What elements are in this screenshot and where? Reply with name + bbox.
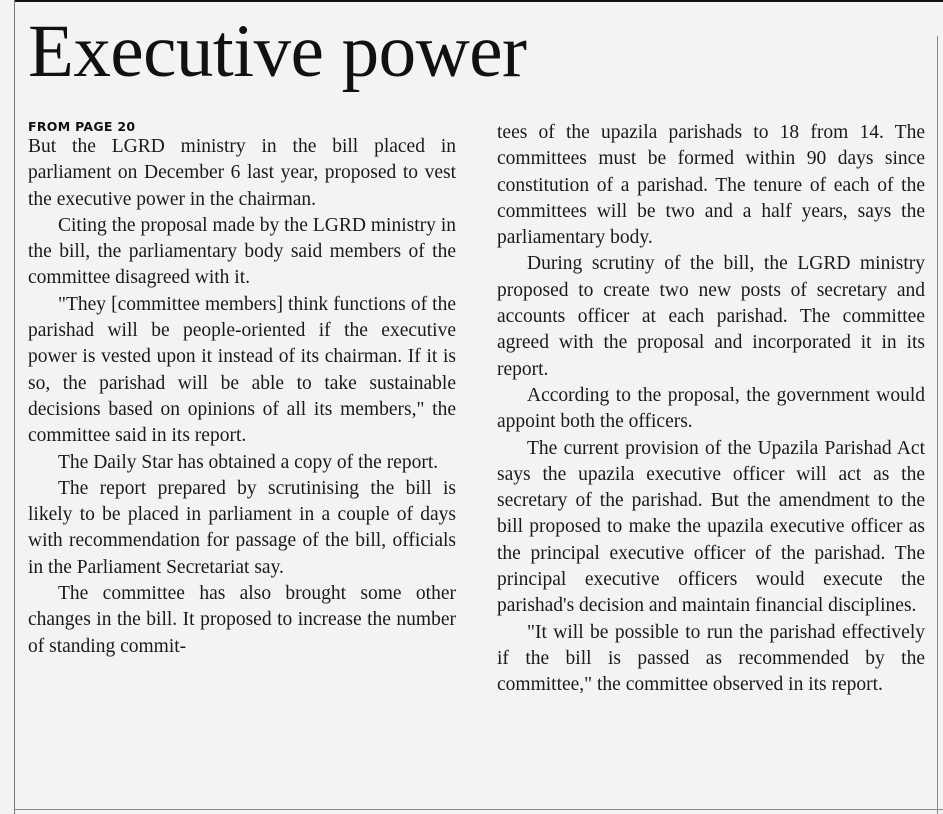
article-paragraph: Citing the proposal made by the LGRD ministry in the bill, the parliamentary body said members of the committee disagreed with it.	[28, 214, 456, 289]
article-paragraph: The Daily Star has obtained a copy of the report.	[58, 451, 439, 473]
article-paragraph: "It will be possible to run the parishad effectively if the bill is passed as recommended by the committee," the committee observed in its report.	[497, 621, 925, 696]
article-column-left	[28, 120, 456, 660]
article-paragraph: During scrutiny of the bill, the LGRD ministry proposed to create two new posts of secretary and accounts officer at each parishad. The committee agreed with the proposal and incorporated it in its report.	[497, 253, 925, 380]
article-paragraph: The committee has also brought some other changes in the bill. It proposed to increase the number of standing commit-	[28, 583, 456, 657]
article-headline: Executive power	[28, 10, 527, 93]
left-border-rule	[14, 0, 15, 814]
article-paragraph: But the LGRD ministry in the bill placed in parliament on December 6 last year, proposed to vest the executive power in the chairman.	[28, 136, 456, 210]
article-paragraph: According to the proposal, the government would appoint both the officers.	[497, 384, 925, 433]
article-kicker: FROM PAGE 20	[28, 119, 136, 134]
article-paragraph: "They [committee members] think functions of the parishad will be people-oriented if the executive power is vested upon it instead of its chairman. If it is so, the parishad will be able to take sustainable decisions based on opinions of all its members," the committee said in its report.	[28, 293, 456, 447]
top-border-rule	[14, 0, 943, 2]
article-column-right	[497, 120, 925, 699]
right-border-rule	[937, 36, 938, 814]
article-paragraph: tees of the upazila parishads to 18 from 14. The committees must be formed within 90 days since constitution of a parishad. The tenure of each of the committees will be two and a half years, says the parliamentary body.	[497, 122, 925, 249]
article-paragraph: The current provision of the Upazila Parishad Act says the upazila executive officer will act as the secretary of the parishad. But the amendment to the bill proposed to make the upazila executive officer as the principal executive officer of the parishad. The principal executive officers would execute the parishad's decision and maintain financial disciplines.	[497, 437, 925, 617]
bottom-border-rule	[14, 809, 943, 810]
article-paragraph: The report prepared by scrutinising the bill is likely to be placed in parliament in a couple of days with recommendation for passage of the bill, officials in the Parliament Secretariat say.	[28, 477, 456, 578]
